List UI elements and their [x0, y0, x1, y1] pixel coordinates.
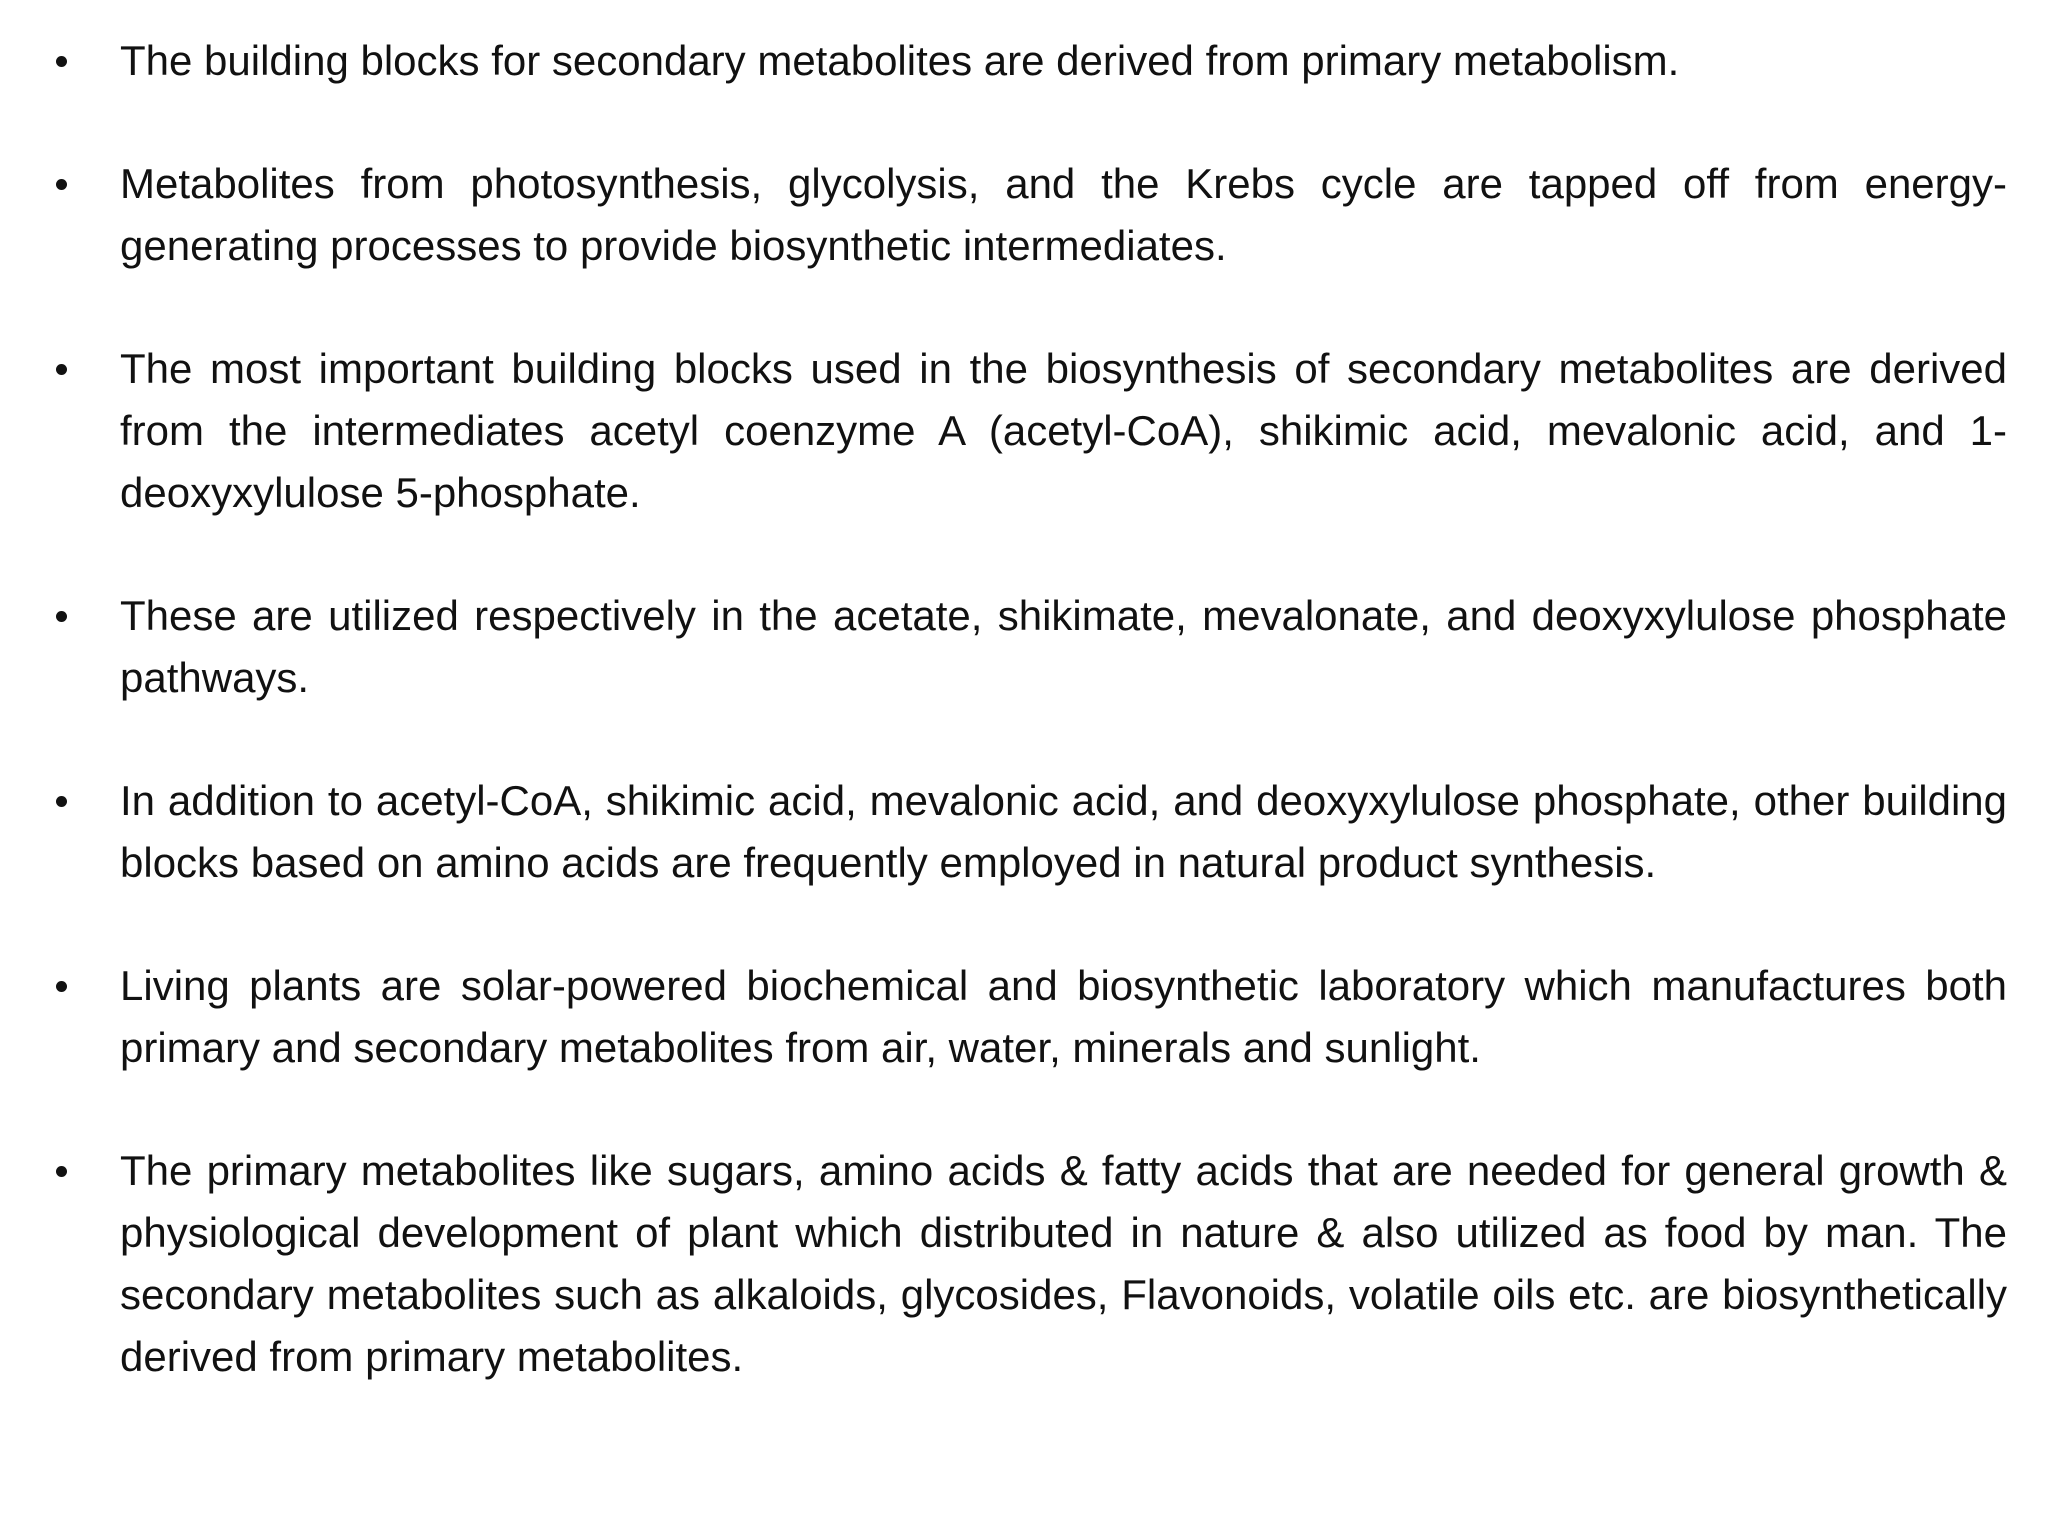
bullet-text: Living plants are solar-powered biochemical and biosynthetic laboratory which manufactures both primary and secondary metabolites from air, water, minerals and sunlight. [120, 962, 2007, 1071]
bullet-list [52, 30, 2007, 1388]
bullet-dot-icon [56, 56, 67, 67]
bullet-item [52, 770, 2007, 894]
bullet-dot-icon [56, 981, 67, 992]
bullet-dot-icon [56, 796, 67, 807]
bullet-item [52, 585, 2007, 709]
bullet-item [52, 955, 2007, 1079]
bullet-text: In addition to acetyl-CoA, shikimic acid, mevalonic acid, and deoxyxylulose phosphate, other building blocks based on amino acids are frequently employed in natural product synthesis. [120, 777, 2007, 886]
bullet-dot-icon [56, 611, 67, 622]
bullet-text: The primary metabolites like sugars, amino acids & fatty acids that are needed for general growth & physiological development of plant which distributed in nature & also utilized as food by man. The secondary metabolites such as alkaloids, glycosides, Flavonoids, volatile oils etc. are biosynthetically derived from primary metabolites. [120, 1147, 2007, 1380]
bullet-item [52, 153, 2007, 277]
bullet-item [52, 338, 2007, 524]
bullet-text: These are utilized respectively in the acetate, shikimate, mevalonate, and deoxyxylulose phosphate pathways. [120, 592, 2007, 701]
bullet-text: The most important building blocks used in the biosynthesis of secondary metabolites are derived from the intermediates acetyl coenzyme A (acetyl-CoA), shikimic acid, mevalonic acid, and 1-deoxyxylulose 5-phosphate. [120, 345, 2007, 516]
bullet-item [52, 1140, 2007, 1388]
bullet-text: The building blocks for secondary metabolites are derived from primary metabolism. [120, 37, 1680, 84]
bullet-text: Metabolites from photosynthesis, glycolysis, and the Krebs cycle are tapped off from energy-generating processes to provide biosynthetic intermediates. [120, 160, 2007, 269]
bullet-dot-icon [56, 1166, 67, 1177]
bullet-item [52, 30, 2007, 92]
bullet-dot-icon [56, 179, 67, 190]
bullet-dot-icon [56, 364, 67, 375]
